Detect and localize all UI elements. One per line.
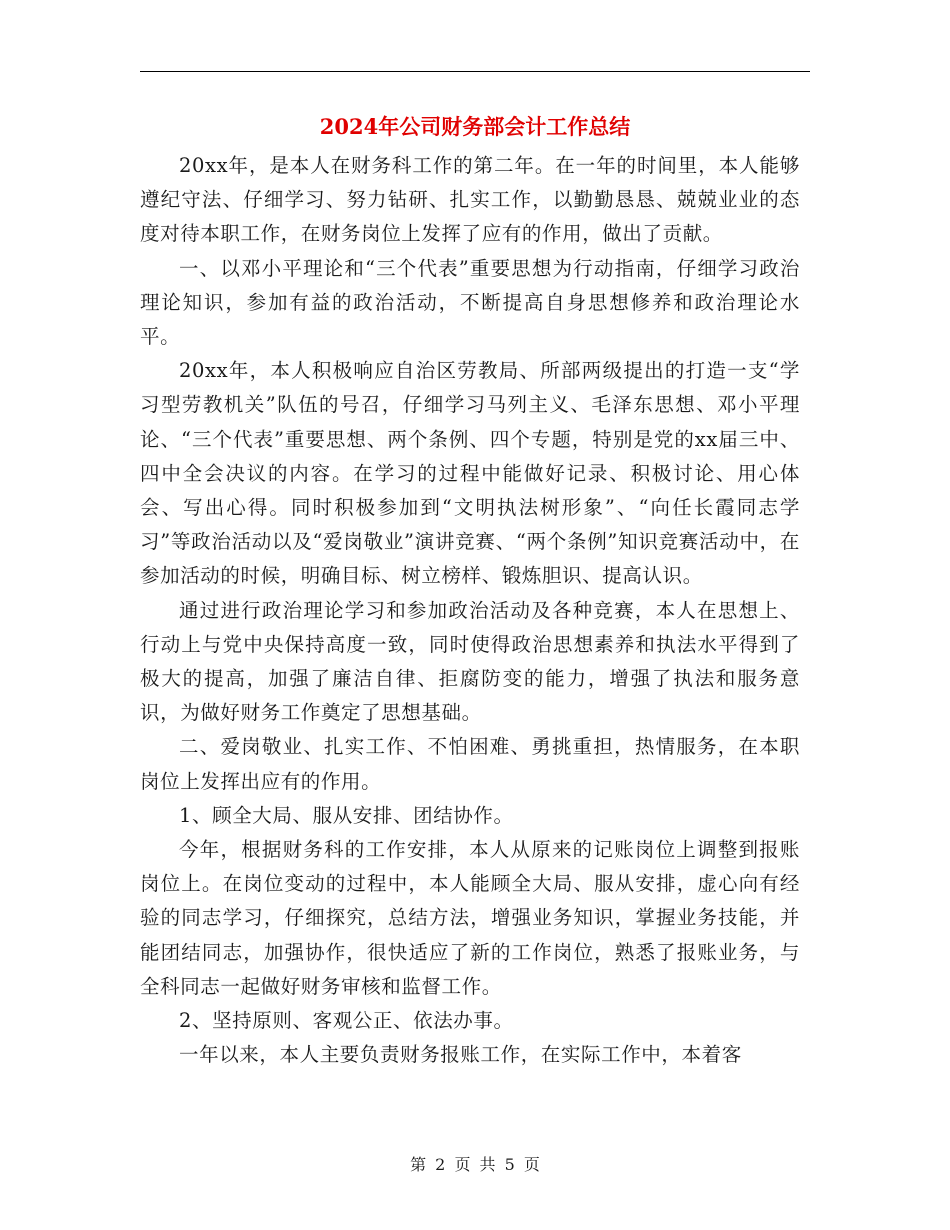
paragraph-section-1-study: 20xx年，本人积极响应自治区劳教局、所部两级提出的打造一支“学习型劳教机关”队伍的号召，仔细学习马列主义、毛泽东思想、邓小平理论、“三个代表”重要思想、两个条例、四个专题，特别是党的xx届三中、四中全会决议的内容。在学习的过程中能做好记录、积极讨论、用心体会、写出心得。同时积极参加到“文明执法树形象”、“向任长霞同志学习”等政治活动以及“爱岗敬业”演讲竞赛、“两个条例”知识竞赛活动中，在参加活动的时候，明确目标、树立榜样、锻炼胆识、提高认识。 [140,359,800,588]
paragraph-subheading-1: 1、顾全大局、服从安排、团结协作。 [179,803,514,827]
page-footer: 第 2 页 共 5 页 [410,1155,540,1174]
paragraph-section-1-result: 通过进行政治理论学习和参加政治活动及各种竞赛，本人在思想上、行动上与党中央保持高度一致，同时使得政治思想素养和执法水平得到了极大的提高，加强了廉洁自律、拒腐防变的能力，增强了执法和服务意识，为做好财务工作奠定了思想基础。 [140,598,800,725]
document-body [140,149,800,1072]
paragraph-section-1-heading: 一、以邓小平理论和“三个代表”重要思想为行动指南，仔细学习政治理论知识，参加有益的政治活动，不断提高自身思想修养和政治理论水平。 [140,256,800,349]
header-rule [140,71,810,72]
paragraph-subsection-2-body: 一年以来，本人主要负责财务报账工作，在实际工作中，本着客 [179,1043,742,1067]
paragraph-subsection-1-body: 今年，根据财务科的工作安排，本人从原来的记账岗位上调整到报账岗位上。在岗位变动的过程中，本人能顾全大局、服从安排，虚心向有经验的同志学习，仔细探究，总结方法，增强业务知识，掌握业务技能，并能团结同志，加强协作，很快适应了新的工作岗位，熟悉了报账业务，与全科同志一起做好财务审核和监督工作。 [140,838,800,998]
document-title: 2024年公司财务部会计工作总结 [319,114,631,139]
paragraph-section-2-heading: 二、爱岗敬业、扎实工作、不怕困难、勇挑重担，热情服务，在本职岗位上发挥出应有的作用。 [140,735,800,793]
paragraph-intro: 20xx年，是本人在财务科工作的第二年。在一年的时间里，本人能够遵纪守法、仔细学习、努力钻研、扎实工作，以勤勤恳恳、兢兢业业的态度对待本职工作，在财务岗位上发挥了应有的作用，做出了贡献。 [140,154,800,246]
paragraph-subheading-2: 2、坚持原则、客观公正、依法办事。 [179,1009,514,1033]
